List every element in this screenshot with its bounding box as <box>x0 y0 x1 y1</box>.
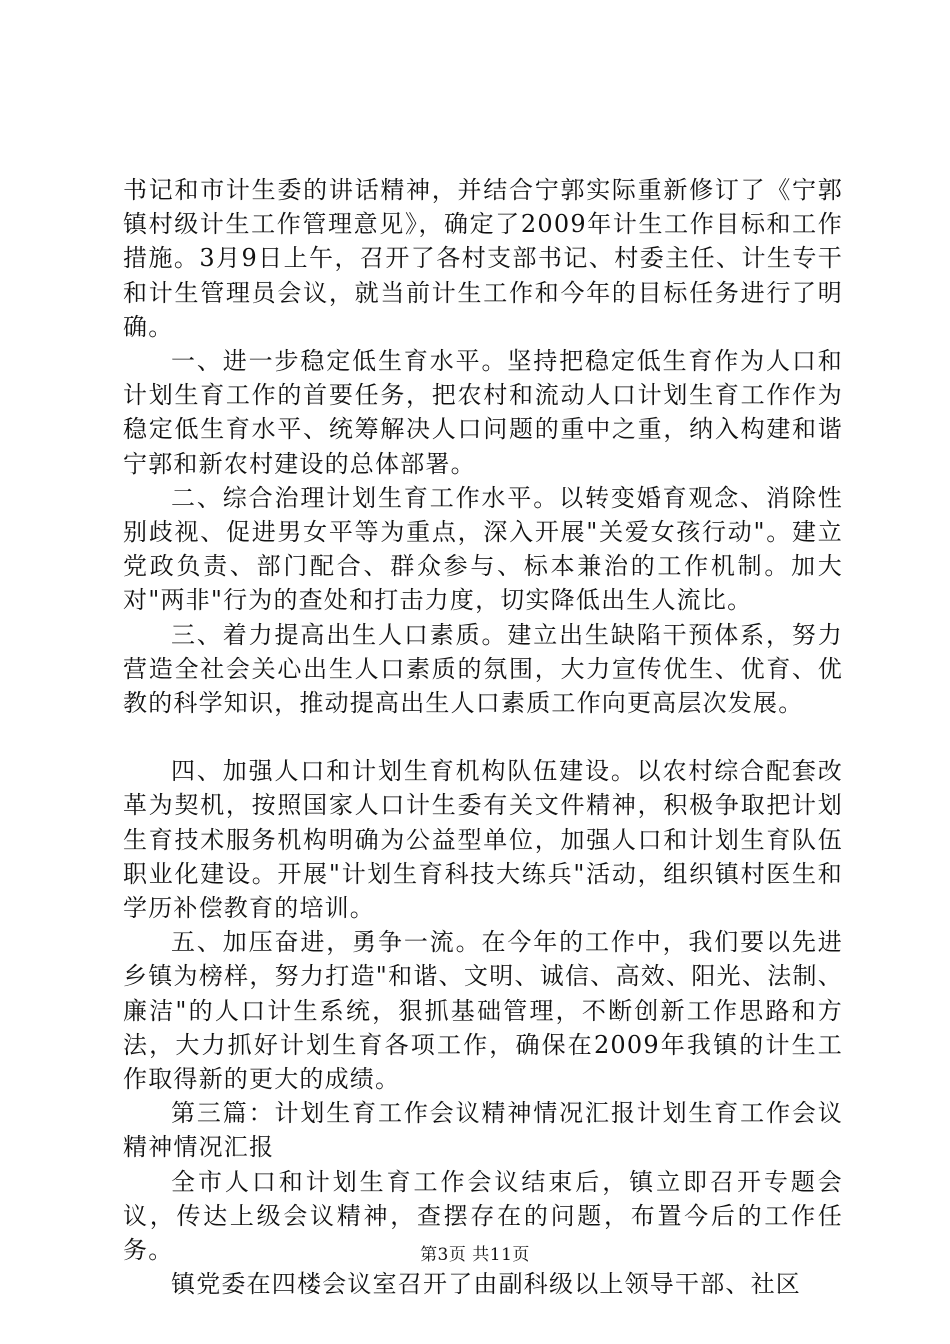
paragraph-section-one: 一、进一步稳定低生育水平。坚持把稳定低生育作为人口和计划生育工作的首要任务，把农村和流动人口计划生育工作作为稳定低生育水平、统筹解决人口问题的重中之重，纳入构建和谐宁郭和新农村建设的总体部署。 <box>123 347 843 478</box>
paragraph-party-committee: 镇党委在四楼会议室召开了由副科级以上领导干部、社区 <box>171 1270 801 1299</box>
paragraph-section-five: 五、加压奋进，勇争一流。在今年的工作中，我们要以先进乡镇为榜样，努力打造"和谐、文明、诚信、高效、阳光、法制、廉洁"的人口计生系统，狠抓基础管理，不断创新工作思路和方法，大力抓好计划生育各项工作，确保在2009年我镇的计生工作取得新的更大的成绩。 <box>123 928 843 1094</box>
document-body <box>123 173 843 1302</box>
paragraph-section-two: 二、综合治理计划生育工作水平。以转变婚育观念、消除性别歧视、促进男女平等为重点，深入开展"关爱女孩行动"。建立党政负责、部门配合、群众参与、标本兼治的工作机制。加大对"两非"行为的查处和打击力度，切实降低出生人流比。 <box>123 483 843 615</box>
paragraph-section-four: 四、加强人口和计划生育机构队伍建设。以农村综合配套改革为契机，按照国家人口计生委有关文件精神，积极争取把计划生育技术服务机构明确为公益型单位，加强人口和计划生育队伍职业化建设。开展"计划生育科技大练兵"活动，组织镇村医生和学历补偿教育的培训。 <box>123 757 843 923</box>
paragraph-meeting-summary: 全市人口和计划生育工作会议结束后，镇立即召开专题会议，传达上级会议精神，查摆存在的问题，布置今后的工作任务。 <box>123 1167 843 1265</box>
page-number-footer: 第3页 共11页 <box>420 1245 530 1265</box>
paragraph-continuation: 书记和市计生委的讲话精神，并结合宁郭实际重新修订了《宁郭镇村级计生工作管理意见》，确定了2009年计生工作目标和工作措施。3月9日上午，召开了各村支部书记、村委主任、计生专干和计生管理员会议，就当前计生工作和今年的目标任务进行了明确。 <box>123 176 843 341</box>
chapter-heading: 第三篇：计划生育工作会议精神情况汇报计划生育工作会议精神情况汇报 <box>123 1099 843 1162</box>
paragraph-section-three: 三、着力提高出生人口素质。建立出生缺陷干预体系，努力营造全社会关心出生人口素质的氛围，大力宣传优生、优育、优教的科学知识，推动提高出生人口素质工作向更高层次发展。 <box>123 620 843 718</box>
